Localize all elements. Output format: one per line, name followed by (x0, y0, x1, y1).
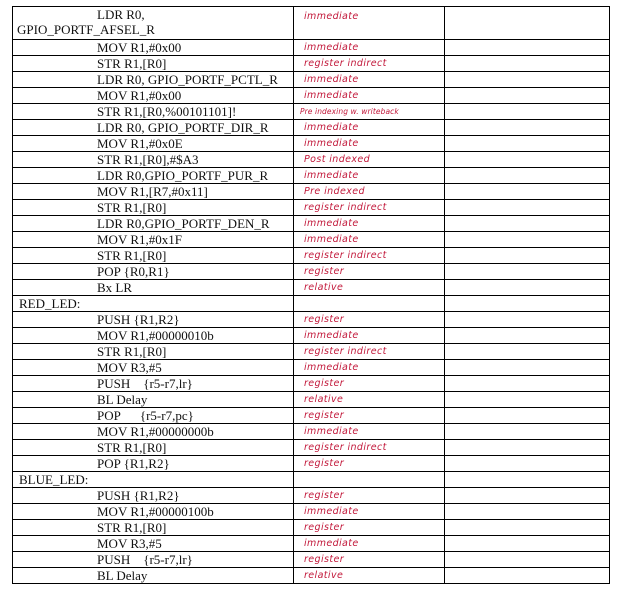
blank-cell (445, 104, 610, 120)
instruction-cell: STR R1,[R0] (13, 200, 294, 216)
table-row (13, 504, 610, 520)
blank-cell (445, 536, 610, 552)
addressing-mode-cell: register (294, 408, 445, 424)
blank-cell (445, 328, 610, 344)
blank-cell (445, 56, 610, 72)
blank-cell (445, 184, 610, 200)
blank-cell (445, 456, 610, 472)
addressing-mode-cell: immediate (294, 168, 445, 184)
instruction-cell: STR R1,[R0],#$A3 (13, 152, 294, 168)
addressing-mode-cell: immediate (294, 7, 445, 40)
addressing-mode-cell: immediate (294, 536, 445, 552)
blank-cell (445, 232, 610, 248)
blank-cell (445, 72, 610, 88)
instruction-cell: PUSH {r5-r7,lr} (13, 376, 294, 392)
table-row (13, 552, 610, 568)
instruction-cell: LDR R0, GPIO_PORTF_PCTL_R (13, 72, 294, 88)
instruction-cell: STR R1,[R0] (13, 248, 294, 264)
table-row (13, 56, 610, 72)
blank-cell (445, 568, 610, 584)
label-cell: BLUE_LED: (13, 472, 294, 488)
addressing-mode-cell: relative (294, 568, 445, 584)
instruction-cell: LDR R0, GPIO_PORTF_DIR_R (13, 120, 294, 136)
instruction-cell: MOV R1,#00000100b (13, 504, 294, 520)
instruction-cell: Bx LR (13, 280, 294, 296)
blank-cell (445, 152, 610, 168)
instruction-cell: LDR R0,GPIO_PORTF_PUR_R (13, 168, 294, 184)
addressing-mode-cell: register (294, 264, 445, 280)
instruction-cell: STR R1,[R0] (13, 344, 294, 360)
instruction-cell: STR R1,[R0] (13, 440, 294, 456)
addressing-mode-cell: Post indexed (294, 152, 445, 168)
blank-cell (445, 40, 610, 56)
instruction-cell: POP {r5-r7,pc} (13, 408, 294, 424)
instruction-cell: MOV R1,#0x1F (13, 232, 294, 248)
table-row (13, 568, 610, 584)
label-row (13, 472, 610, 488)
blank-cell (445, 168, 610, 184)
addressing-mode-cell: Pre indexed (294, 184, 445, 200)
addressing-mode-cell: immediate (294, 216, 445, 232)
blank-cell (445, 408, 610, 424)
addressing-mode-cell: immediate (294, 72, 445, 88)
label-cell: RED_LED: (13, 296, 294, 312)
blank-cell (445, 136, 610, 152)
addressing-mode-cell: immediate (294, 40, 445, 56)
blank-cell (445, 216, 610, 232)
table-row (13, 264, 610, 280)
addressing-mode-cell: immediate (294, 120, 445, 136)
table-row (13, 248, 610, 264)
blank-cell (445, 440, 610, 456)
addressing-mode-cell: relative (294, 392, 445, 408)
addressing-mode-cell: register indirect (294, 440, 445, 456)
instruction-cell: LDR R0,GPIO_PORTF_DEN_R (13, 216, 294, 232)
blank-cell (445, 472, 610, 488)
addressing-mode-cell: immediate (294, 136, 445, 152)
instruction-cell: PUSH {r5-r7,lr} (13, 552, 294, 568)
table-row (13, 344, 610, 360)
addressing-mode-cell: immediate (294, 88, 445, 104)
addressing-mode-cell: register indirect (294, 248, 445, 264)
instruction-cell: MOV R1,#0x00 (13, 88, 294, 104)
table-row (13, 360, 610, 376)
addressing-mode-cell: immediate (294, 232, 445, 248)
table-row (13, 120, 610, 136)
instruction-table (12, 6, 610, 584)
blank-cell (445, 360, 610, 376)
table-row (13, 408, 610, 424)
label-row (13, 296, 610, 312)
table-row (13, 88, 610, 104)
blank-cell (445, 88, 610, 104)
addressing-mode-cell (294, 472, 445, 488)
instruction-cell: POP {R0,R1} (13, 264, 294, 280)
blank-cell (445, 488, 610, 504)
addressing-mode-cell: register indirect (294, 56, 445, 72)
blank-cell (445, 392, 610, 408)
table-row (13, 40, 610, 56)
addressing-mode-cell: register (294, 312, 445, 328)
table-row (13, 232, 610, 248)
instruction-cell: POP {R1,R2} (13, 456, 294, 472)
instruction-cell: STR R1,[R0,%00101101]! (13, 104, 294, 120)
table-row (13, 280, 610, 296)
addressing-mode-cell: register (294, 376, 445, 392)
table-row (13, 376, 610, 392)
addressing-mode-cell: register (294, 456, 445, 472)
instruction-text-line1: LDR R0, (97, 7, 145, 22)
table-row (13, 104, 610, 120)
table-row (13, 520, 610, 536)
addressing-mode-cell: register indirect (294, 200, 445, 216)
table-row (13, 200, 610, 216)
table-row (13, 168, 610, 184)
instruction-cell: MOV R1,#0x00 (13, 40, 294, 56)
table-row (13, 152, 610, 168)
addressing-mode-cell: immediate (294, 328, 445, 344)
addressing-mode-cell: immediate (294, 424, 445, 440)
instruction-cell: MOV R3,#5 (13, 536, 294, 552)
table-row (13, 136, 610, 152)
addressing-mode-cell: register indirect (294, 344, 445, 360)
instruction-cell (13, 7, 294, 40)
table-row (13, 440, 610, 456)
addressing-mode-cell: register (294, 552, 445, 568)
table-row (13, 72, 610, 88)
instruction-cell: MOV R1,[R7,#0x11] (13, 184, 294, 200)
instruction-cell: BL Delay (13, 392, 294, 408)
instruction-cell: MOV R3,#5 (13, 360, 294, 376)
table-row (13, 328, 610, 344)
table-row (13, 184, 610, 200)
addressing-mode-cell: register (294, 488, 445, 504)
instruction-cell: STR R1,[R0] (13, 56, 294, 72)
table-row (13, 216, 610, 232)
blank-cell (445, 264, 610, 280)
blank-cell (445, 504, 610, 520)
addressing-mode-cell: relative (294, 280, 445, 296)
table-row (13, 456, 610, 472)
blank-cell (445, 424, 610, 440)
addressing-mode-cell: immediate (294, 360, 445, 376)
blank-cell (445, 280, 610, 296)
blank-cell (445, 552, 610, 568)
instruction-cell: BL Delay (13, 568, 294, 584)
addressing-mode-cell (294, 296, 445, 312)
blank-cell (445, 520, 610, 536)
instruction-cell: STR R1,[R0] (13, 520, 294, 536)
addressing-mode-cell: register (294, 520, 445, 536)
instruction-table-body (13, 7, 610, 584)
instruction-cell: MOV R1,#0x0E (13, 136, 294, 152)
blank-cell (445, 248, 610, 264)
table-row (13, 312, 610, 328)
instruction-cell: MOV R1,#00000010b (13, 328, 294, 344)
table-row (13, 7, 610, 40)
addressing-mode-cell: Pre indexing w. writeback (294, 104, 445, 120)
instruction-cell: PUSH {R1,R2} (13, 488, 294, 504)
blank-cell (445, 7, 610, 40)
blank-cell (445, 376, 610, 392)
blank-cell (445, 312, 610, 328)
instruction-cell: PUSH {R1,R2} (13, 312, 294, 328)
table-row (13, 424, 610, 440)
instruction-text-line2: GPIO_PORTF_AFSEL_R (17, 22, 155, 37)
instruction-cell: MOV R1,#00000000b (13, 424, 294, 440)
table-row (13, 488, 610, 504)
blank-cell (445, 120, 610, 136)
blank-cell (445, 344, 610, 360)
blank-cell (445, 296, 610, 312)
table-row (13, 392, 610, 408)
addressing-mode-cell: immediate (294, 504, 445, 520)
table-row (13, 536, 610, 552)
blank-cell (445, 200, 610, 216)
